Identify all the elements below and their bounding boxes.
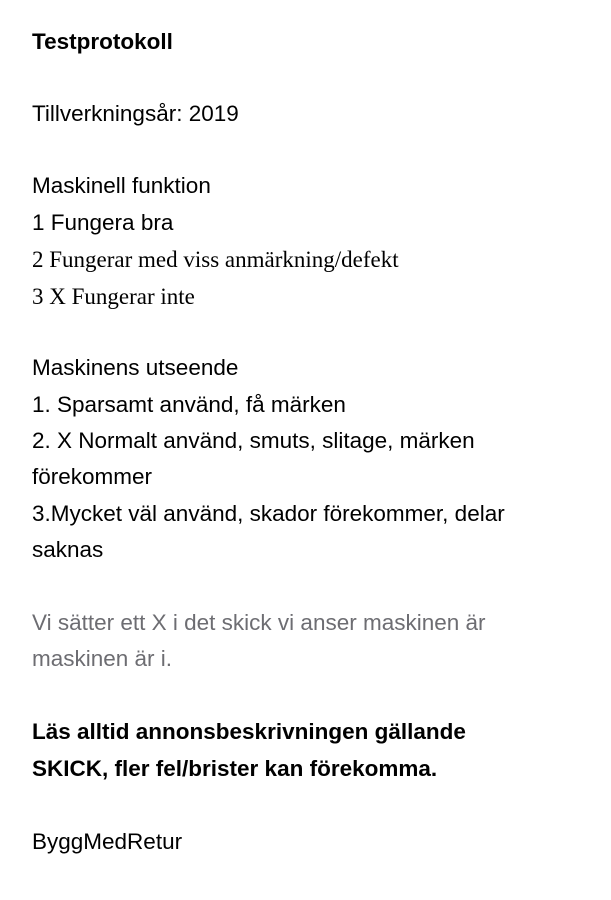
appearance-item-2-cont: förekommer — [32, 464, 153, 489]
signature: ByggMedRetur — [32, 829, 183, 854]
appearance-item-1: 1. Sparsamt använd, få märken — [32, 392, 346, 417]
appearance-item-2: 2. X Normalt använd, smuts, slitage, märken — [32, 428, 475, 453]
warning-line-2: SKICK, fler fel/brister kan förekomma. — [32, 756, 438, 781]
explanation-line-1: Vi sätter ett X i det skick vi anser maskinen är — [32, 610, 486, 635]
function-item-3: 3 X Fungerar inte — [32, 284, 195, 309]
function-item-2: 2 Fungerar med viss anmärkning/defekt — [32, 247, 399, 272]
manufacture-year: Tillverkningsår: 2019 — [32, 101, 239, 126]
appearance-heading: Maskinens utseende — [32, 355, 239, 380]
appearance-item-3-cont: saknas — [32, 537, 104, 562]
note-title: Testprotokoll — [32, 29, 173, 54]
function-item-1: 1 Fungera bra — [32, 210, 174, 235]
explanation-line-2: maskinen är i. — [32, 646, 173, 671]
appearance-item-3: 3.Mycket väl använd, skador förekommer, delar — [32, 501, 505, 526]
warning-line-1: Läs alltid annonsbeskrivningen gällande — [32, 719, 466, 744]
function-heading: Maskinell funktion — [32, 173, 211, 198]
